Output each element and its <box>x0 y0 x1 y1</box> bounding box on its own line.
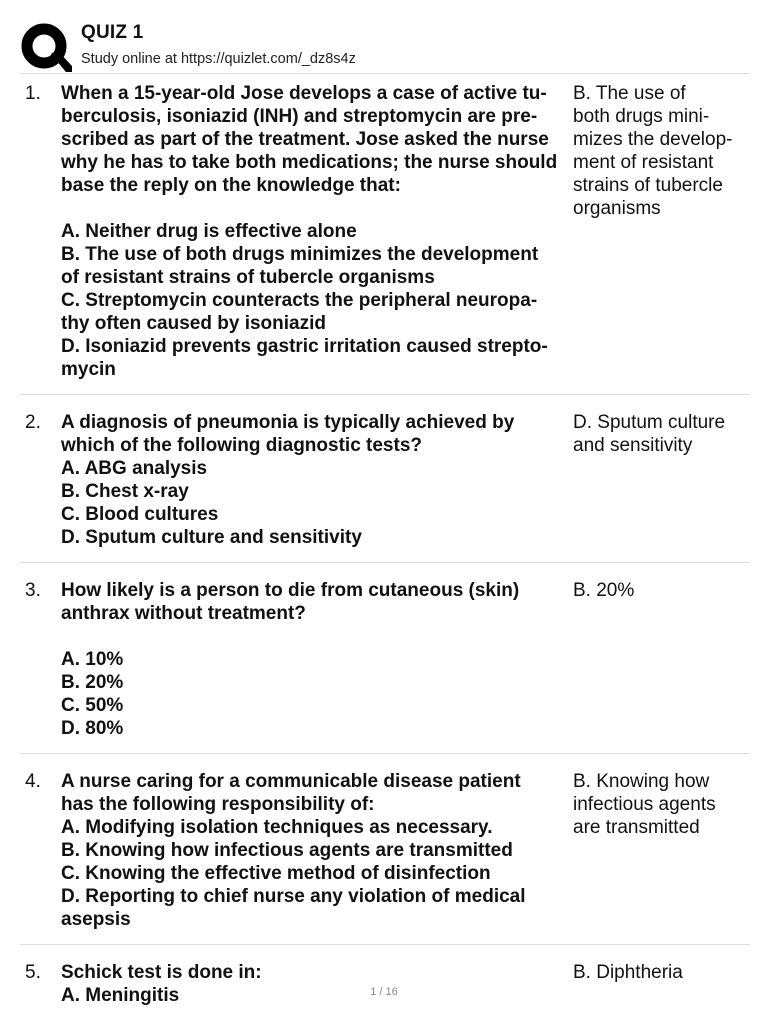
question-line: which of the following diagnostic tests? <box>61 435 422 456</box>
answer-line: ment of resistant <box>573 152 714 173</box>
quiz-title: QUIZ 1 <box>81 22 144 43</box>
answer-line: both drugs mini- <box>573 106 710 127</box>
question-line: C. Blood cultures <box>61 504 219 525</box>
question-line: B. 20% <box>61 672 124 693</box>
question-row <box>20 577 750 754</box>
answer-line: are transmitted <box>573 817 700 838</box>
question-line: D. Reporting to chief nurse any violation of medical <box>61 886 526 907</box>
question-number: 2. <box>25 412 41 433</box>
question-line: A. 10% <box>61 649 124 670</box>
question-line: asepsis <box>61 909 131 930</box>
question-line: berculosis, isoniazid (INH) and streptomycin are pre- <box>61 106 538 127</box>
question-row <box>20 768 750 945</box>
question-text <box>61 411 569 549</box>
answer-text <box>569 961 750 1007</box>
question-line: B. Chest x-ray <box>61 481 189 502</box>
question-line: C. 50% <box>61 695 124 716</box>
answer-text <box>569 770 750 931</box>
answer-line: mizes the develop- <box>573 129 733 150</box>
answer-line: B. The use of <box>573 83 686 104</box>
answer-line: B. Knowing how <box>573 771 710 792</box>
answer-text <box>569 579 750 740</box>
question-line: When a 15-year-old Jose develops a case of active tu- <box>61 83 547 104</box>
line-gap <box>61 197 569 220</box>
question-line: has the following responsibility of: <box>61 794 375 815</box>
question-line: B. The use of both drugs minimizes the development <box>61 244 539 265</box>
question-text <box>61 579 569 740</box>
question-text <box>61 961 569 1007</box>
question-line: D. Sputum culture and sensitivity <box>61 527 362 548</box>
question-text <box>61 770 569 931</box>
question-line: Schick test is done in: <box>61 962 262 983</box>
line-gap <box>61 625 569 648</box>
question-line: C. Knowing the effective method of disinfection <box>61 863 491 884</box>
answer-line: D. Sputum culture <box>573 412 726 433</box>
question-line: C. Streptomycin counteracts the peripheral neuropa- <box>61 290 538 311</box>
question-line: A. Neither drug is effective alone <box>61 221 357 242</box>
page-number: 1 / 16 <box>370 986 398 998</box>
question-text <box>61 82 569 381</box>
question-line: why he has to take both medications; the nurse should <box>61 152 558 173</box>
question-line: thy often caused by isoniazid <box>61 313 326 334</box>
question-line: How likely is a person to die from cutaneous (skin) <box>61 580 520 601</box>
answer-line: and sensitivity <box>573 435 693 456</box>
question-number: 5. <box>25 962 41 983</box>
answer-line: organisms <box>573 198 661 219</box>
question-line: A. Modifying isolation techniques as necessary. <box>61 817 493 838</box>
question-number: 4. <box>25 771 41 792</box>
question-number: 1. <box>25 83 41 104</box>
question-row <box>20 80 750 395</box>
quizlet-logo-icon <box>20 22 72 74</box>
question-line: scribed as part of the treatment. Jose asked the nurse <box>61 129 549 150</box>
question-line: D. Isoniazid prevents gastric irritation caused strepto- <box>61 336 548 357</box>
answer-text <box>569 411 750 549</box>
page-header <box>20 18 750 74</box>
question-line: of resistant strains of tubercle organisms <box>61 267 435 288</box>
question-line: mycin <box>61 359 116 380</box>
answer-line: B. Diphtheria <box>573 962 683 983</box>
question-line: D. 80% <box>61 718 124 739</box>
answer-text <box>569 82 750 381</box>
question-line: base the reply on the knowledge that: <box>61 175 401 196</box>
question-line: A diagnosis of pneumonia is typically achieved by <box>61 412 515 433</box>
question-line: A nurse caring for a communicable disease patient <box>61 771 521 792</box>
answer-line: strains of tubercle <box>573 175 723 196</box>
answer-line: B. 20% <box>573 580 635 601</box>
question-number: 3. <box>25 580 41 601</box>
question-line: B. Knowing how infectious agents are transmitted <box>61 840 513 861</box>
question-list <box>20 80 750 1034</box>
header-divider <box>20 73 750 74</box>
question-row <box>20 409 750 563</box>
question-line: A. ABG analysis <box>61 458 208 479</box>
question-line: anthrax without treatment? <box>61 603 306 624</box>
question-line: A. Meningitis <box>61 985 180 1006</box>
answer-line: infectious agents <box>573 794 716 815</box>
study-online-link[interactable]: Study online at https://quizlet.com/_dz8s4z <box>81 51 356 67</box>
